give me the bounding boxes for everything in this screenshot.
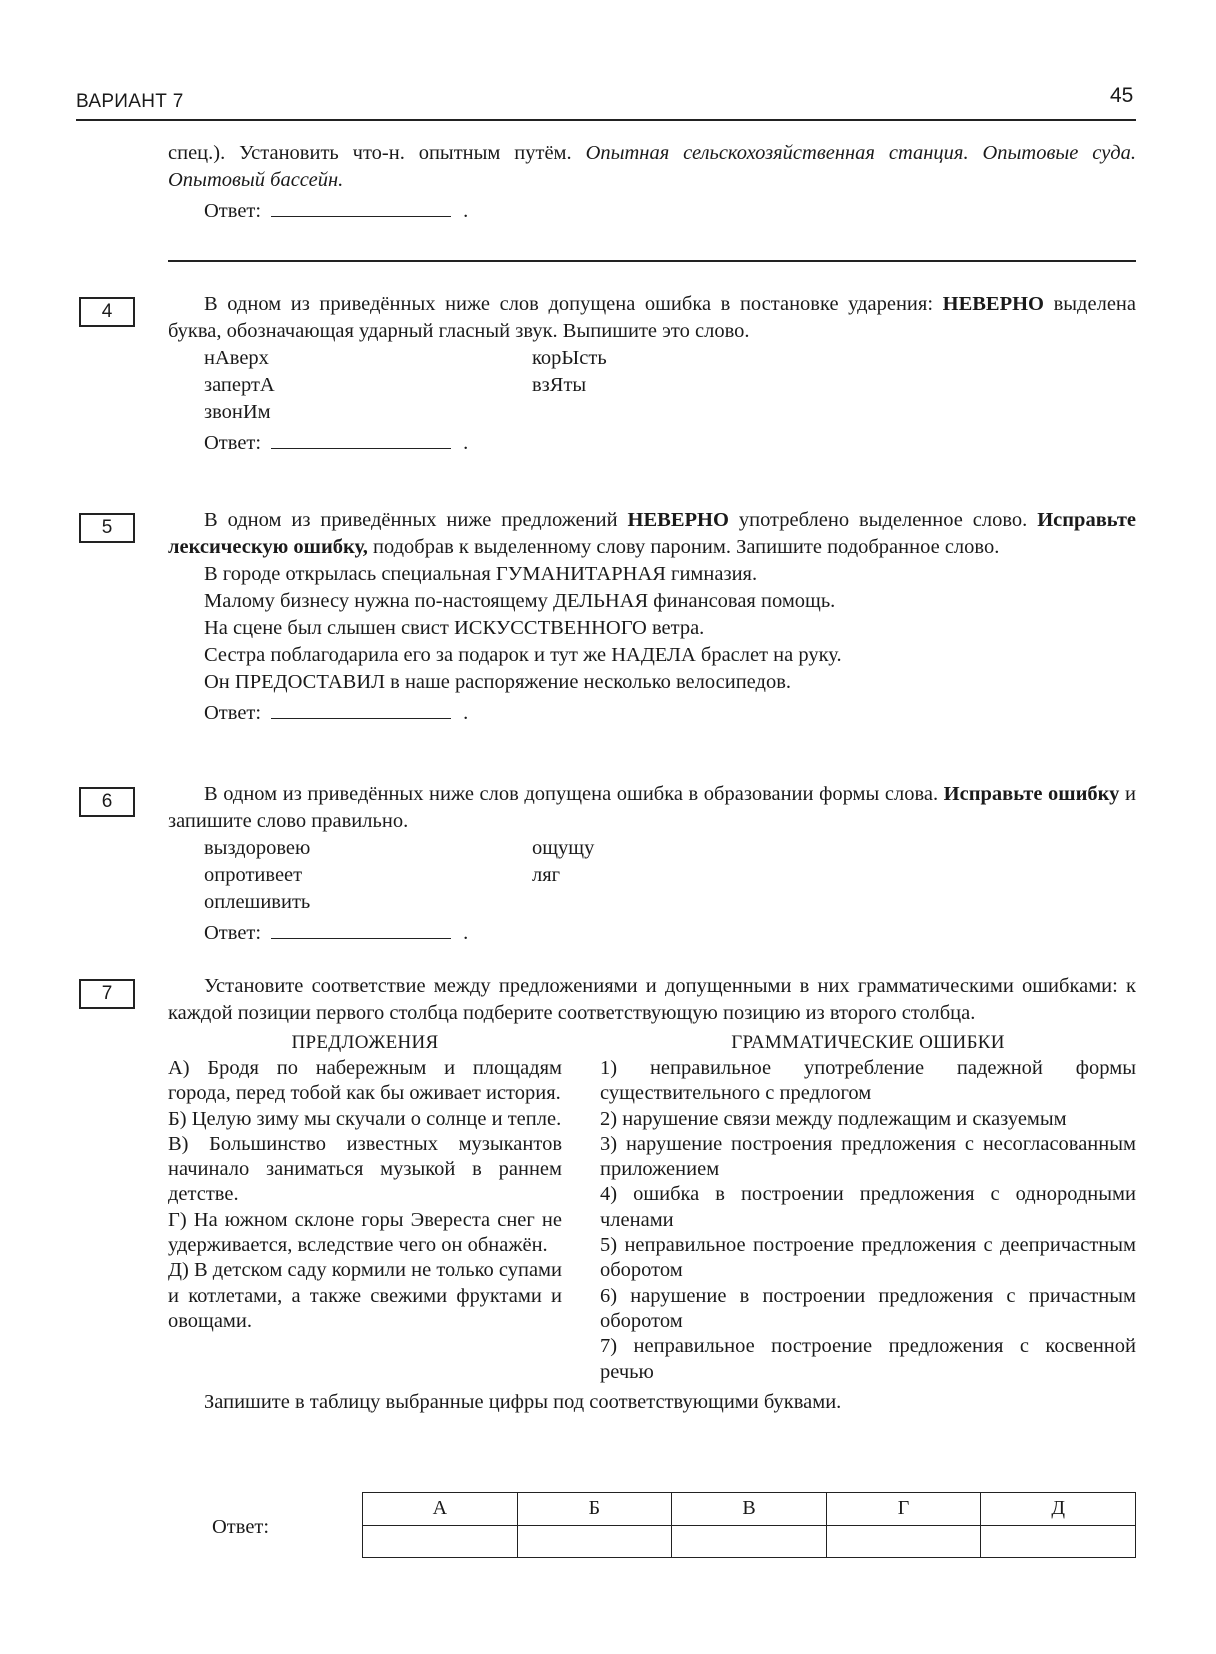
task-5-instruction: В одном из приведённых ниже предложений НЕВЕРНО употреблено выделенное слово. Исправьте лексическую ошибку, подобрав к выделенному слову пароним. Запишите подобранное слово. [168, 509, 1136, 558]
task-5 [168, 507, 1136, 727]
task-6-answer-line: Ответ: . [204, 922, 469, 944]
task-4-answer-line: Ответ: . [204, 432, 469, 454]
task-5-number-box: 5 [79, 513, 135, 543]
answer-table [362, 1492, 1136, 1558]
answer-label: Ответ: [204, 702, 262, 724]
word-item: запертА [204, 374, 275, 396]
error-option: 3) нарушение построения предложения с несогласованным приложением [600, 1132, 1136, 1181]
sentence-option: Д) В детском саду кормили не только супами и котлетами, а также свежими фруктами и овощами. [168, 1259, 562, 1332]
task-4-instruction: В одном из приведённых ниже слов допущена ошибка в постановке ударения: НЕВЕРНО выделена буква, обозначающая ударный гласный звук. Выпишите это слово. [168, 293, 1136, 342]
sentences-column [168, 1029, 562, 1385]
task-4-answer-field[interactable] [271, 432, 451, 449]
task-6-answer-field[interactable] [271, 922, 451, 939]
answer-cell-b[interactable] [517, 1525, 672, 1558]
answer-table-input-row [363, 1525, 1136, 1558]
word-item: опротивеет [204, 864, 303, 886]
sentence-item: В городе открылась специальная ГУМАНИТАРНАЯ гимназия. [204, 563, 758, 585]
answer-table-header-d: Д [981, 1493, 1136, 1526]
task-4 [168, 291, 1136, 457]
sentence-option: В) Большинство известных музыкантов начинало заниматься музыкой в раннем детстве. [168, 1132, 562, 1206]
word-item: оплешивить [204, 891, 311, 913]
sentence-option: А) Бродя по набережным и площадям города, перед тобой как бы оживает история. [168, 1057, 562, 1105]
word-item: выздоровею [204, 837, 311, 859]
answer-label: Ответ: [204, 922, 262, 944]
task-4-number-box: 4 [79, 297, 135, 327]
answer-cell-d[interactable] [981, 1525, 1136, 1558]
task-6-instruction: В одном из приведённых ниже слов допущена ошибка в образовании формы слова. Исправьте ошибку и запишите слово правильно. [168, 783, 1136, 832]
word-item: взЯты [532, 374, 587, 396]
sentence-item: Он ПРЕДОСТАВИЛ в наше распоряжение несколько велосипедов. [204, 671, 791, 693]
table-instruction: Запишите в таблицу выбранные цифры под соответствующими буквами. [204, 1390, 842, 1413]
answer-table-header-a: А [363, 1493, 518, 1526]
errors-column [600, 1029, 1136, 1385]
error-option: 5) неправильное построение предложения с деепричастным оборотом [600, 1234, 1136, 1282]
task-5-sentence-list [168, 561, 1136, 696]
task-3-tail [168, 140, 1136, 225]
task-7-columns [168, 1029, 1136, 1385]
sentence-option: Б) Целую зиму мы скучали о солнце и тепле. [168, 1107, 562, 1130]
task-6 [168, 781, 1136, 947]
error-option: 1) неправильное употребление падежной формы существительного с предлогом [600, 1057, 1136, 1105]
header-title: ВАРИАНТ 7 [76, 91, 184, 112]
error-option: 7) неправильное построение предложения с косвенной речью [600, 1335, 1136, 1383]
task-7 [168, 973, 1136, 1416]
task-5-answer-field[interactable] [271, 702, 451, 719]
answer-table-header-g: Г [826, 1493, 981, 1526]
task-3-examples: Опытная сельскохозяйственная станция. Опытовые суда. Опытовый бассейн. [168, 142, 1136, 191]
sentence-option: Г) На южном склоне горы Эвереста снег не удерживается, вследствие чего он обнажён. [168, 1208, 562, 1257]
task-7-number-box: 7 [79, 979, 135, 1009]
task-7-answer-area [168, 1492, 1136, 1560]
sentences-column-header: ПРЕДЛОЖЕНИЯ [291, 1032, 439, 1053]
answer-table-header-row [363, 1493, 1136, 1526]
task-3-answer-line: Ответ: . [204, 200, 469, 222]
word-item: корЫсть [532, 347, 607, 369]
task-3-text: спец.). Установить что-н. опытным путём. Опытная сельскохозяйственная станция. Опытовые суда. Опытовый бассейн. [168, 142, 1136, 191]
answer-cell-a[interactable] [363, 1525, 518, 1558]
task-7-instruction: Установите соответствие между предложениями и допущенными в них грамматическими ошибками: к каждой позиции первого столбца подберите соответствующую позицию из второго столбца. [168, 975, 1136, 1024]
header-rule [76, 119, 1136, 121]
sentence-item: Сестра поблагодарила его за подарок и тут же НАДЕЛА браслет на руку. [204, 644, 842, 666]
sentence-item: Малому бизнесу нужна по-настоящему ДЕЛЬНАЯ финансовая помощь. [204, 590, 836, 612]
word-item: нАверх [204, 347, 269, 369]
word-item: звонИм [204, 401, 271, 423]
task-3-answer-field[interactable] [271, 200, 451, 217]
task-5-answer-line: Ответ: . [204, 702, 469, 724]
page-number: 45 [1110, 84, 1134, 107]
answer-cell-g[interactable] [826, 1525, 981, 1558]
task-4-word-list [168, 345, 1136, 426]
task-6-number-box: 6 [79, 787, 135, 817]
task-6-word-list [168, 835, 1136, 916]
word-item: ляг [532, 864, 561, 886]
answer-cell-v[interactable] [672, 1525, 827, 1558]
answer-label: Ответ: [204, 432, 262, 454]
section-divider [168, 260, 1136, 262]
error-option: 6) нарушение в построении предложения с причастным оборотом [600, 1284, 1136, 1332]
error-option: 2) нарушение связи между подлежащим и сказуемым [600, 1107, 1067, 1130]
answer-table-header-v: В [672, 1493, 827, 1526]
errors-column-header: ГРАММАТИЧЕСКИЕ ОШИБКИ [731, 1032, 1005, 1053]
answer-label: Ответ: [204, 200, 262, 222]
word-item: ощущу [532, 837, 595, 859]
sentence-item: На сцене был слышен свист ИСКУССТВЕННОГО ветра. [204, 617, 705, 639]
error-option: 4) ошибка в построении предложения с однородными членами [600, 1183, 1136, 1231]
answer-label: Ответ: [212, 1516, 270, 1538]
answer-table-header-b: Б [517, 1493, 672, 1526]
